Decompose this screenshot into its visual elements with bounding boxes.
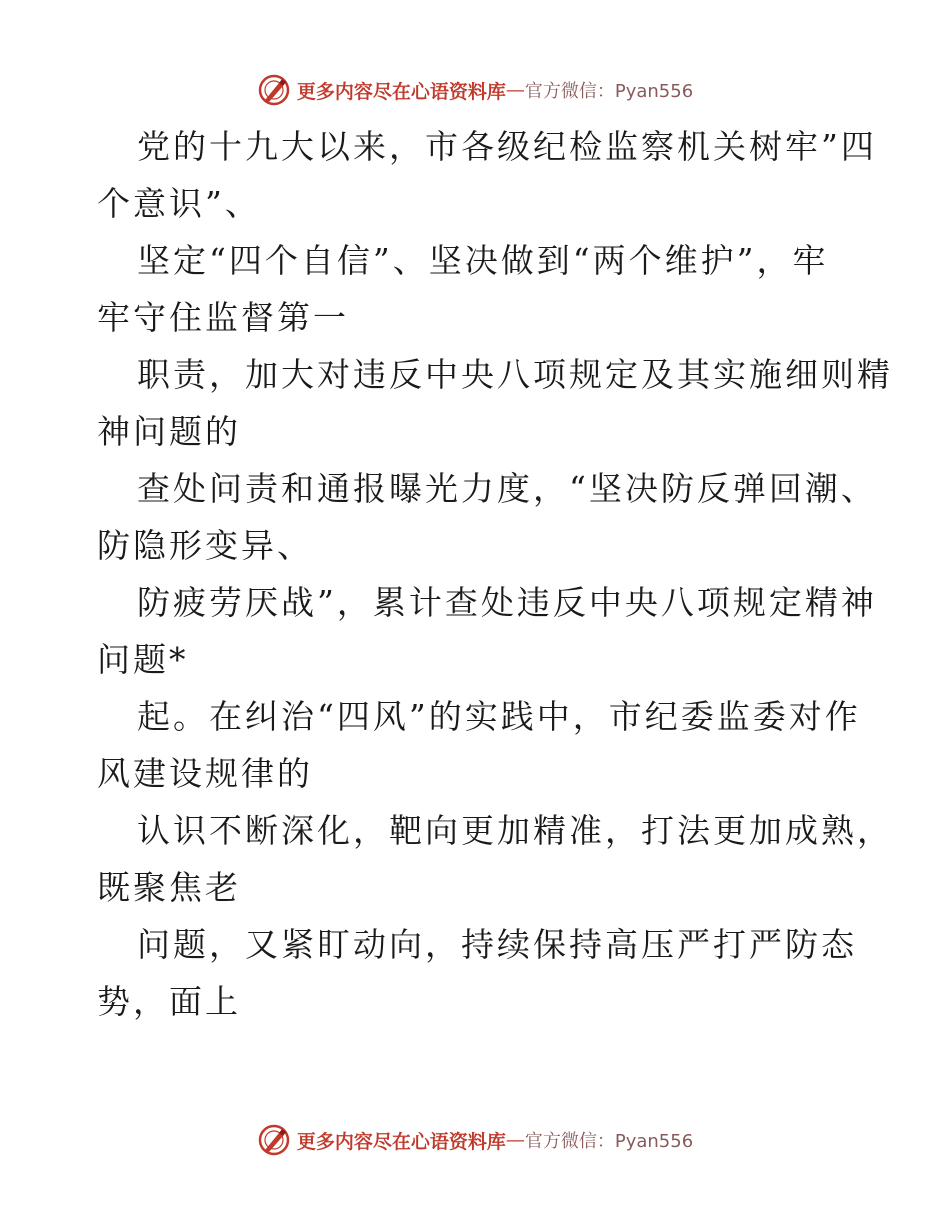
body-line: 防疲劳厌战”，累计查处违反中央八项规定精神 xyxy=(137,583,877,622)
body-line: 坚定“四个自信”、坚决做到“两个维护”，牢 xyxy=(137,241,829,280)
body-line: 势，面上 xyxy=(97,982,241,1021)
brand-text: 更多内容尽在心语资料库 xyxy=(296,1130,506,1153)
body-line: 防隐形变异、 xyxy=(97,526,313,565)
brand-text: 更多内容尽在心语资料库 xyxy=(296,80,506,103)
body-line: 问题，又紧盯动向，持续保持高压严打严防态 xyxy=(137,925,857,964)
body-line: 既聚焦老 xyxy=(97,868,241,907)
body-line: 职责，加大对违反中央八项规定及其实施细则精 xyxy=(137,355,893,394)
body-line: 查处问责和通报曝光力度，“坚决防反弹回潮、 xyxy=(137,469,877,508)
body-line: 问题* xyxy=(97,640,189,679)
body-line: 认识不断深化，靶向更加精准，打法更加成熟， xyxy=(137,811,893,850)
footer-banner xyxy=(0,1120,950,1160)
pen-logo-icon xyxy=(257,1123,291,1157)
banner-dash: — xyxy=(505,1129,525,1151)
body-line: 风建设规律的 xyxy=(97,754,313,793)
body-line: 党的十九大以来，市各级纪检监察机关树牢”四 xyxy=(137,127,877,166)
body-line: 牢守住监督第一 xyxy=(97,298,349,337)
banner-dash: — xyxy=(505,79,525,101)
body-line: 神问题的 xyxy=(97,412,241,451)
contact-text: 官方微信：Pyan556 xyxy=(524,81,694,102)
pen-logo-icon xyxy=(257,73,291,107)
body-line: 个意识”、 xyxy=(97,184,261,223)
document-body xyxy=(97,118,893,1030)
body-line: 起。在纠治“四风”的实践中，市纪委监委对作 xyxy=(137,697,861,736)
contact-text: 官方微信：Pyan556 xyxy=(524,1131,694,1152)
header-banner xyxy=(0,70,950,110)
